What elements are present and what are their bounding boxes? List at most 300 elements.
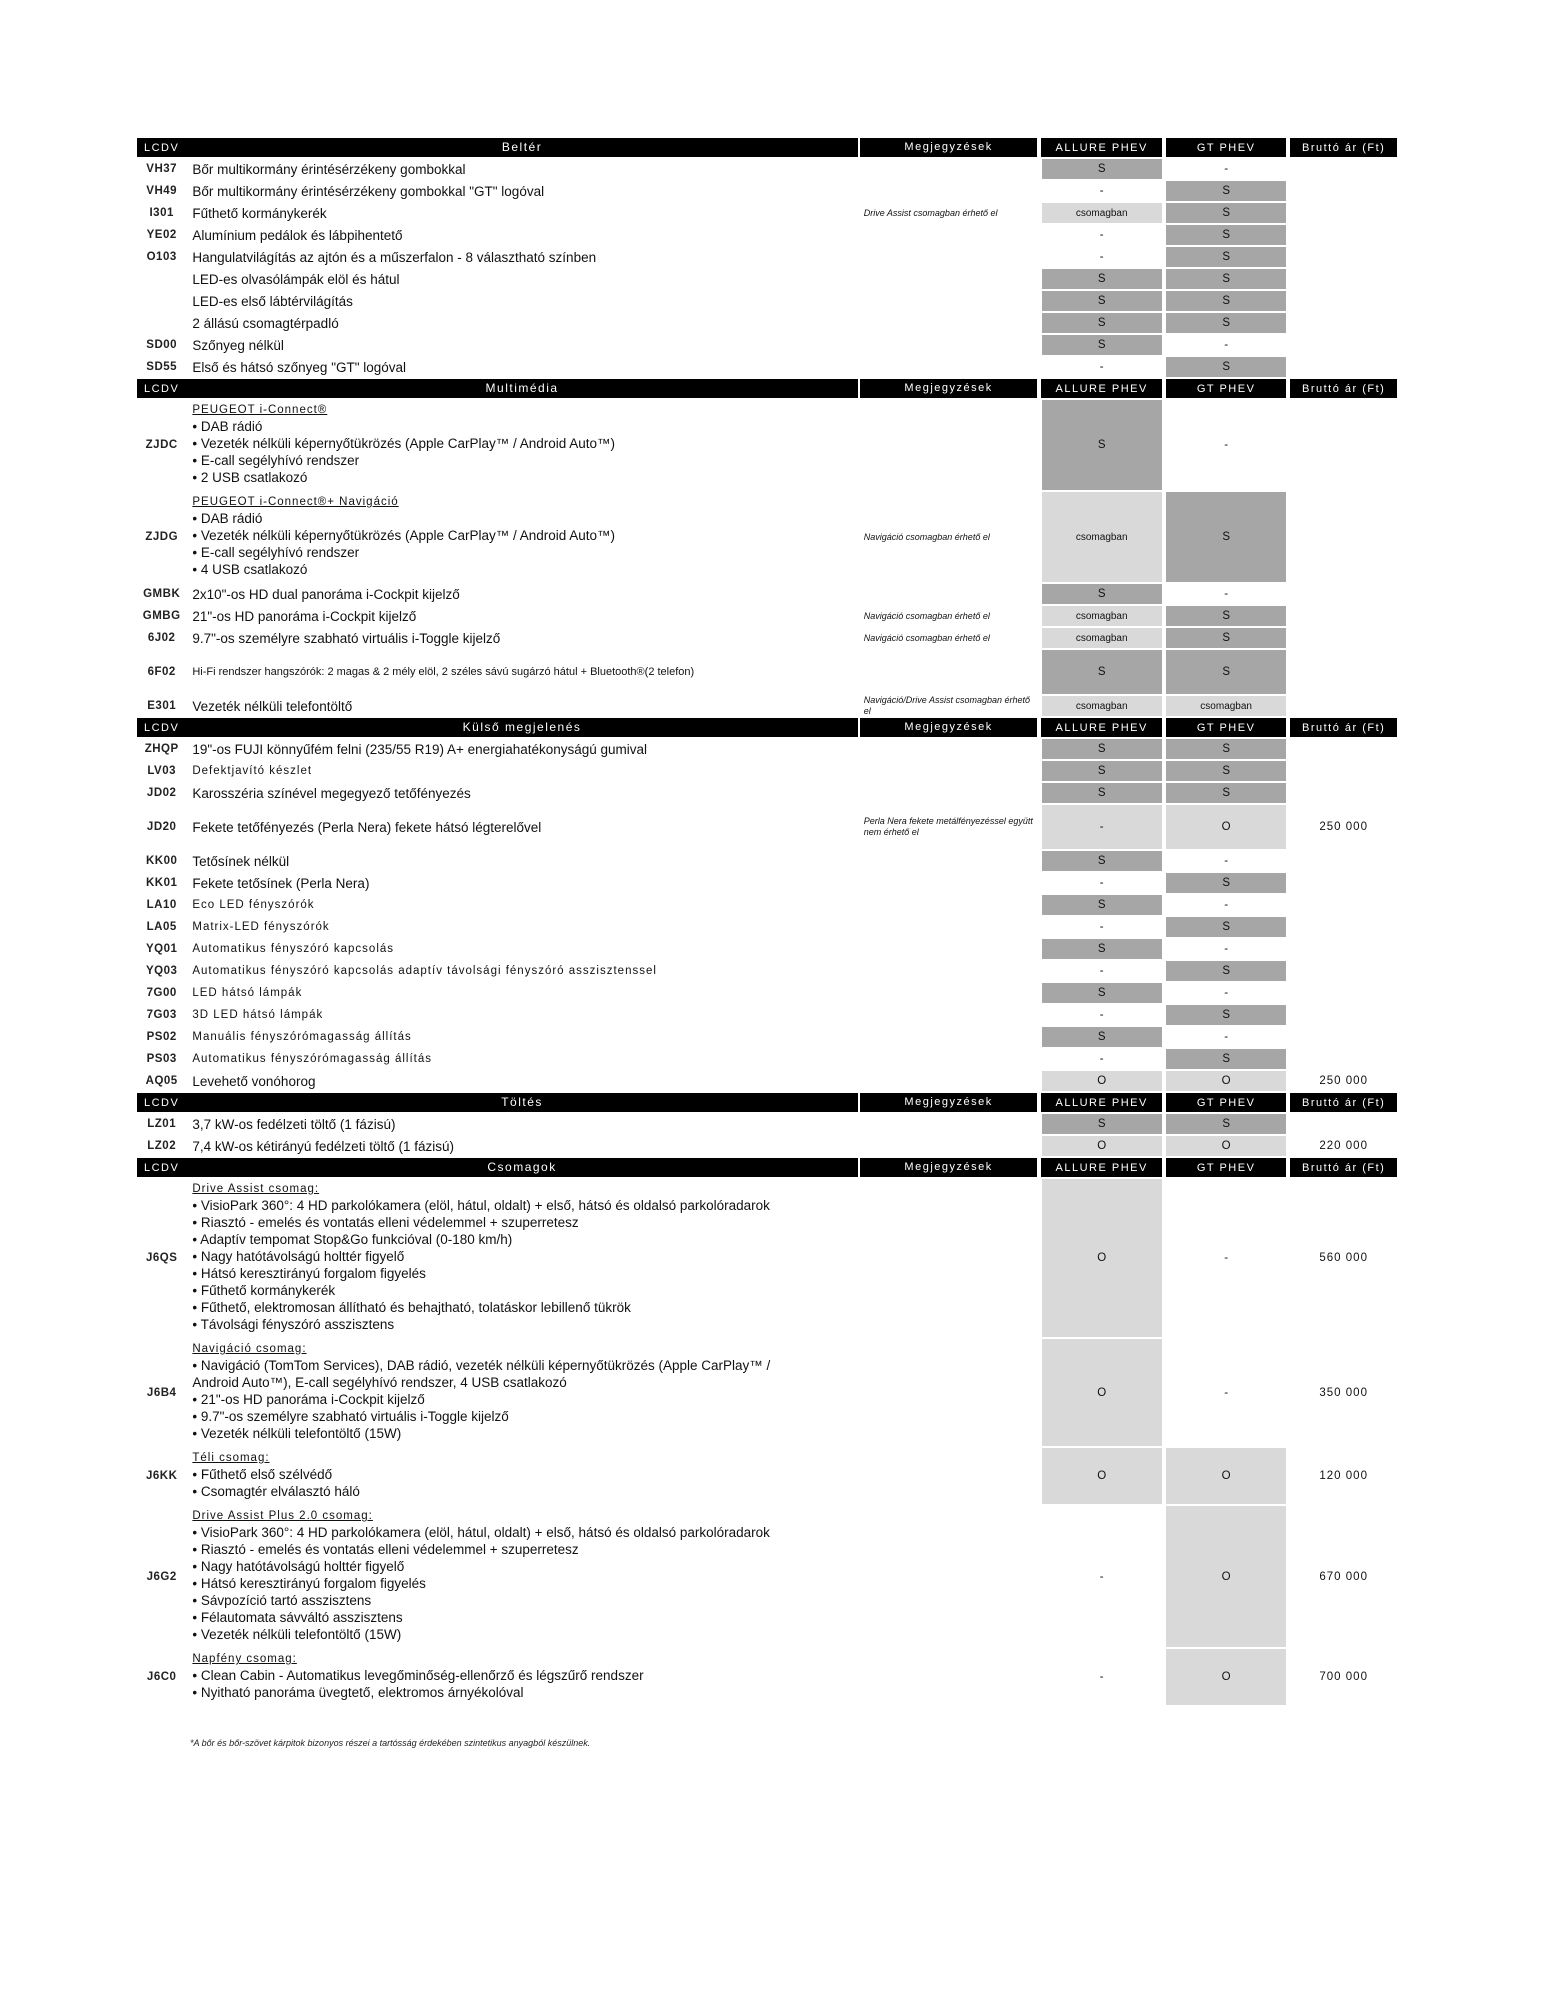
header-gt: GT PHEV: [1166, 1158, 1286, 1177]
feature-note: [860, 269, 1038, 289]
header-price: Bruttó ár (Ft): [1290, 1093, 1397, 1112]
allure-value: S: [1042, 269, 1162, 289]
feature-description: Vezeték nélküli telefontöltő: [192, 698, 353, 714]
lcdv-code: [137, 313, 186, 333]
allure-value: csomagban: [1042, 203, 1162, 223]
package-item: • Vezeték nélküli telefontöltő (15W): [192, 1426, 402, 1441]
header-allure: ALLURE PHEV: [1041, 718, 1161, 737]
feature-note: [860, 357, 1038, 377]
lcdv-code: PS02: [146, 1031, 177, 1043]
feature-description: Manuális fényszórómagasság állítás: [192, 1030, 412, 1043]
package-item: • E-call segélyhívó rendszer: [192, 545, 360, 560]
table-row: [137, 203, 1397, 223]
price-value: 250 000: [1319, 821, 1368, 833]
feature-description: 7,4 kW-os kétirányú fedélzeti töltő (1 fázisú): [192, 1138, 454, 1154]
allure-value: -: [1099, 361, 1104, 373]
allure-value: O: [1042, 1179, 1162, 1337]
lcdv-code: YQ01: [145, 943, 178, 955]
table-row: [137, 917, 1397, 937]
package-item: • Navigáció (TomTom Services), DAB rádió, vezeték nélküli képernyőtükrözés (Apple CarPlay™ /: [192, 1358, 771, 1373]
package-item: • DAB rádió: [192, 511, 263, 526]
gt-value: S: [1166, 739, 1286, 759]
price-value: [1290, 291, 1397, 311]
feature-note: [860, 1049, 1038, 1069]
table-row: [137, 873, 1397, 893]
lcdv-code: J6G2: [146, 1570, 177, 1583]
package-item: • VisioPark 360°: 4 HD parkolókamera (elöl, hátul, oldalt) + első, hátsó és oldalsó parkolóradarok: [192, 1525, 770, 1540]
feature-description: 3D LED hátsó lámpák: [192, 1008, 324, 1021]
gt-value: S: [1166, 873, 1286, 893]
package-item: • VisioPark 360°: 4 HD parkolókamera (elöl, hátul, oldalt) + első, hátsó és oldalsó parkolóradarok: [192, 1198, 770, 1213]
package-title: Navigáció csomag:: [192, 1343, 307, 1355]
section-header: [137, 138, 1397, 157]
header-gt: GT PHEV: [1166, 379, 1286, 398]
package-item: • Vezeték nélküli képernyőtükrözés (Apple CarPlay™ / Android Auto™): [192, 528, 616, 543]
gt-value: -: [1224, 1386, 1229, 1399]
allure-value: csomagban: [1042, 492, 1162, 582]
footnote: *A bőr és bőr-szövet kárpitok bizonyos részei a tartósság érdekében szintetikus anyagból készülnek.: [190, 1738, 591, 1748]
price-value: [1290, 783, 1397, 803]
allure-value: csomagban: [1042, 606, 1162, 626]
allure-value: S: [1042, 895, 1162, 915]
gt-value: S: [1166, 1005, 1286, 1025]
package-description: [186, 1649, 857, 1705]
package-note: [860, 1339, 1038, 1446]
price-value: [1290, 247, 1397, 267]
allure-value: -: [1099, 921, 1104, 933]
lcdv-code: ZHQP: [144, 743, 179, 755]
feature-description: Fekete tetőfényezés (Perla Nera) fekete hátsó légterelővel: [192, 819, 542, 835]
price-value: [1290, 939, 1397, 959]
table-row: [137, 805, 1397, 849]
package-item: • 4 USB csatlakozó: [192, 562, 308, 577]
lcdv-code: 7G00: [146, 987, 177, 999]
feature-description: Matrix-LED fényszórók: [192, 920, 330, 933]
lcdv-code: 7G03: [146, 1009, 177, 1021]
package-title: Napfény csomag:: [192, 1653, 297, 1665]
lcdv-code: J6B4: [146, 1386, 177, 1399]
allure-value: -: [1099, 185, 1104, 197]
allure-value: S: [1042, 159, 1162, 179]
table-row: [137, 650, 1397, 694]
gt-value: O: [1166, 1071, 1286, 1091]
allure-value: S: [1042, 650, 1162, 694]
allure-value: S: [1042, 400, 1162, 490]
price-value: 350 000: [1319, 1386, 1368, 1399]
feature-note: Perla Nera fekete metálfényezéssel együtt nem érhető el: [863, 816, 1033, 837]
lcdv-code: SD00: [146, 339, 178, 351]
package-note: [860, 1506, 1038, 1647]
feature-note: [860, 1114, 1038, 1134]
price-value: [1290, 269, 1397, 289]
table-row: [137, 761, 1397, 781]
table-row: [137, 783, 1397, 803]
package-item: • Fűthető első szélvédő: [192, 1467, 333, 1482]
price-value: [1290, 203, 1397, 223]
package-item: • Clean Cabin - Automatikus levegőminőség-ellenőrző és légszűrő rendszer: [192, 1668, 644, 1683]
lcdv-code: LV03: [147, 765, 176, 777]
package-description: [186, 492, 857, 582]
package-note: Navigáció csomagban érhető el: [863, 531, 990, 542]
package-description: [186, 1506, 857, 1647]
price-value: [1290, 895, 1397, 915]
gt-value: -: [1224, 855, 1229, 867]
allure-value: -: [1099, 877, 1104, 889]
feature-note: [860, 181, 1038, 201]
feature-note: [860, 1005, 1038, 1025]
package-item: • Nyitható panoráma üvegtető, elektromos árnyékolóval: [192, 1685, 524, 1700]
gt-value: S: [1166, 1049, 1286, 1069]
price-value: [1290, 400, 1397, 490]
package-item: • Sávpozíció tartó asszisztens: [192, 1593, 372, 1608]
feature-note: [860, 939, 1038, 959]
lcdv-code: JD02: [146, 787, 177, 799]
feature-description: 19"-os FUJI könnyűfém felni (235/55 R19) A+ energiahatékonyságú gumival: [192, 741, 648, 757]
lcdv-code: LA05: [146, 921, 177, 933]
feature-note: [860, 917, 1038, 937]
package-item: • E-call segélyhívó rendszer: [192, 453, 360, 468]
header-price: Bruttó ár (Ft): [1290, 1158, 1397, 1177]
header-allure: ALLURE PHEV: [1041, 379, 1161, 398]
allure-value: S: [1042, 761, 1162, 781]
lcdv-code: GMBG: [142, 610, 181, 622]
header-notes: Megjegyzések: [860, 138, 1038, 157]
feature-description: 3,7 kW-os fedélzeti töltő (1 fázisú): [192, 1116, 396, 1132]
table-row: [137, 851, 1397, 871]
package-title: Téli csomag:: [192, 1452, 270, 1464]
lcdv-code: SD55: [146, 361, 178, 373]
header-notes: Megjegyzések: [860, 1158, 1038, 1177]
package-row: [137, 1179, 1397, 1337]
package-item: • 9.7"-os személyre szabható virtuális i-Toggle kijelző: [192, 1409, 509, 1424]
price-value: 560 000: [1319, 1252, 1368, 1264]
lcdv-code: 6J02: [147, 632, 176, 644]
lcdv-code: ZJDG: [145, 531, 179, 543]
feature-note: [860, 225, 1038, 245]
package-note: [860, 1649, 1038, 1705]
lcdv-code: JD20: [146, 821, 177, 833]
price-value: [1290, 873, 1397, 893]
allure-value: -: [1099, 1671, 1104, 1683]
feature-note: Navigáció/Drive Assist csomagban érhető el: [863, 696, 1030, 716]
section-header: [137, 718, 1397, 737]
header-code: LCDV: [137, 138, 186, 157]
feature-note: [860, 291, 1038, 311]
feature-description: Szőnyeg nélkül: [192, 337, 284, 353]
feature-note: [860, 1136, 1038, 1156]
allure-value: S: [1042, 584, 1162, 604]
lcdv-code: YE02: [146, 229, 177, 241]
feature-description: Levehető vonóhorog: [192, 1073, 316, 1089]
allure-value: S: [1042, 291, 1162, 311]
feature-description: Eco LED fényszórók: [192, 898, 315, 911]
package-item: • Hátsó keresztirányú forgalom figyelés: [192, 1576, 426, 1591]
table-row: [137, 606, 1397, 626]
lcdv-code: J6QS: [145, 1252, 178, 1264]
header-code: LCDV: [137, 379, 186, 398]
feature-description: Bőr multikormány érintésérzékeny gombokkal: [192, 161, 466, 177]
table-row: [137, 1071, 1397, 1091]
table-row: [137, 1027, 1397, 1047]
header-gt: GT PHEV: [1166, 718, 1286, 737]
gt-value: S: [1166, 761, 1286, 781]
table-row: [137, 584, 1397, 604]
header-gt: GT PHEV: [1166, 138, 1286, 157]
gt-value: -: [1224, 1031, 1229, 1043]
feature-description: Tetősínek nélkül: [192, 853, 290, 869]
price-value: 120 000: [1319, 1470, 1368, 1482]
price-value: [1290, 181, 1397, 201]
feature-note: [860, 1027, 1038, 1047]
header-allure: ALLURE PHEV: [1041, 1158, 1161, 1177]
gt-value: O: [1166, 1506, 1286, 1647]
package-title: PEUGEOT i-Connect®: [192, 404, 328, 416]
allure-value: S: [1042, 783, 1162, 803]
package-title: Drive Assist csomag:: [192, 1183, 320, 1195]
package-item: Android Auto™), E-call segélyhívó rendszer, 4 USB csatlakozó: [192, 1375, 567, 1390]
lcdv-code: AQ05: [145, 1075, 178, 1087]
allure-value: S: [1042, 983, 1162, 1003]
lcdv-code: [137, 269, 186, 289]
lcdv-code: J6KK: [145, 1470, 178, 1482]
allure-value: O: [1042, 1136, 1162, 1156]
table-row: [137, 983, 1397, 1003]
gt-value: S: [1166, 357, 1286, 377]
lcdv-code: LZ02: [147, 1140, 177, 1152]
feature-description: 9.7"-os személyre szabható virtuális i-Toggle kijelző: [192, 630, 501, 646]
feature-description: Bőr multikormány érintésérzékeny gombokkal "GT" logóval: [192, 183, 545, 199]
gt-value: S: [1166, 203, 1286, 223]
header-notes: Megjegyzések: [860, 379, 1038, 398]
header-allure: ALLURE PHEV: [1041, 138, 1161, 157]
package-row: [137, 400, 1397, 490]
price-value: [1290, 492, 1397, 582]
table-row: [137, 291, 1397, 311]
allure-value: -: [1099, 229, 1104, 241]
feature-note: [860, 247, 1038, 267]
price-value: [1290, 628, 1397, 648]
table-row: [137, 739, 1397, 759]
section-title: Csomagok: [186, 1158, 857, 1177]
package-item: • Vezeték nélküli telefontöltő (15W): [192, 1627, 402, 1642]
feature-note: [860, 983, 1038, 1003]
price-value: [1290, 851, 1397, 871]
package-note: [860, 1448, 1038, 1504]
allure-value: S: [1042, 939, 1162, 959]
gt-value: -: [1224, 588, 1229, 600]
feature-note: [860, 335, 1038, 355]
allure-value: O: [1042, 1448, 1162, 1504]
price-value: [1290, 1114, 1397, 1134]
lcdv-code: PS03: [146, 1053, 177, 1065]
feature-description: Alumínium pedálok és lábpihentető: [192, 227, 403, 243]
price-value: [1290, 761, 1397, 781]
package-item: • Fűthető, elektromosan állítható és behajtható, tolatáskor lebillenő tükrök: [192, 1300, 631, 1315]
lcdv-code: YQ03: [145, 965, 178, 977]
header-price: Bruttó ár (Ft): [1290, 718, 1397, 737]
gt-value: S: [1166, 247, 1286, 267]
gt-value: O: [1166, 1136, 1286, 1156]
lcdv-code: O103: [146, 251, 177, 263]
package-note: [860, 1179, 1038, 1337]
price-value: 670 000: [1319, 1570, 1368, 1583]
gt-value: O: [1166, 1649, 1286, 1705]
lcdv-code: 6F02: [147, 666, 176, 678]
price-list-table: [137, 138, 1397, 1707]
package-item: • DAB rádió: [192, 419, 263, 434]
gt-value: S: [1166, 492, 1286, 582]
price-value: [1290, 159, 1397, 179]
feature-description: Hangulatvilágítás az ajtón és a műszerfalon - 8 választható színben: [192, 249, 597, 265]
header-price: Bruttó ár (Ft): [1290, 138, 1397, 157]
feature-description: LED-es első lábtérvilágítás: [192, 293, 353, 309]
table-row: [137, 159, 1397, 179]
gt-value: -: [1224, 163, 1229, 175]
feature-description: LED-es olvasólámpák elöl és hátul: [192, 271, 400, 287]
package-item: • Csomagtér elválasztó háló: [192, 1484, 360, 1499]
feature-description: Automatikus fényszóró kapcsolás: [192, 942, 395, 955]
gt-value: S: [1166, 225, 1286, 245]
allure-value: csomagban: [1042, 696, 1162, 716]
price-value: [1290, 313, 1397, 333]
price-value: [1290, 696, 1397, 716]
price-value: [1290, 739, 1397, 759]
feature-note: Drive Assist csomagban érhető el: [863, 207, 998, 218]
package-description: [186, 1179, 857, 1337]
allure-value: S: [1042, 313, 1162, 333]
feature-note: [860, 739, 1038, 759]
package-row: [137, 492, 1397, 582]
header-notes: Megjegyzések: [860, 1093, 1038, 1112]
table-row: [137, 357, 1397, 377]
package-item: • 2 USB csatlakozó: [192, 470, 308, 485]
feature-description: Automatikus fényszóró kapcsolás adaptív távolsági fényszóró asszisztenssel: [192, 964, 657, 977]
allure-value: -: [1099, 1053, 1104, 1065]
table-row: [137, 335, 1397, 355]
table-row: [137, 1114, 1397, 1134]
price-value: [1290, 983, 1397, 1003]
package-note: [860, 400, 1038, 490]
gt-value: S: [1166, 1114, 1286, 1134]
gt-value: S: [1166, 606, 1286, 626]
package-item: • Riasztó - emelés és vontatás elleni védelemmel + szuperretesz: [192, 1542, 579, 1557]
table-row: [137, 1049, 1397, 1069]
header-code: LCDV: [137, 1093, 186, 1112]
feature-description: Defektjavító készlet: [192, 764, 313, 777]
price-value: [1290, 650, 1397, 694]
section-title: Külső megjelenés: [186, 718, 857, 737]
allure-value: S: [1042, 335, 1162, 355]
feature-note: [860, 895, 1038, 915]
table-row: [137, 939, 1397, 959]
feature-description: Hi-Fi rendszer hangszórók: 2 magas & 2 mély elöl, 2 széles sávú sugárzó hátul + Bluetooth®(2 telefon): [192, 665, 695, 678]
feature-description: 2 állású csomagtérpadló: [192, 315, 339, 331]
gt-value: -: [1224, 987, 1229, 999]
table-row: [137, 313, 1397, 333]
price-value: [1290, 1005, 1397, 1025]
price-value: 250 000: [1319, 1075, 1368, 1087]
gt-value: S: [1166, 269, 1286, 289]
gt-value: S: [1166, 313, 1286, 333]
package-description: [186, 1339, 857, 1446]
table-row: [137, 961, 1397, 981]
lcdv-code: VH37: [146, 163, 178, 175]
table-row: [137, 1136, 1397, 1156]
gt-value: O: [1166, 1448, 1286, 1504]
feature-note: [860, 584, 1038, 604]
feature-note: [860, 159, 1038, 179]
lcdv-code: KK00: [145, 855, 178, 867]
table-row: [137, 628, 1397, 648]
gt-value: csomagban: [1166, 696, 1286, 716]
feature-note: [860, 313, 1038, 333]
section-title: Beltér: [186, 138, 857, 157]
lcdv-code: [137, 291, 186, 311]
table-row: [137, 696, 1397, 716]
price-value: [1290, 335, 1397, 355]
feature-description: 2x10"-os HD dual panoráma i-Cockpit kijelző: [192, 586, 460, 602]
gt-value: -: [1224, 899, 1229, 911]
lcdv-code: KK01: [145, 877, 178, 889]
package-item: • Nagy hatótávolságú holttér figyelő: [192, 1249, 405, 1264]
gt-value: S: [1166, 291, 1286, 311]
package-row: [137, 1448, 1397, 1504]
package-item: • Távolsági fényszóró asszisztens: [192, 1317, 395, 1332]
package-description: [186, 1448, 857, 1504]
feature-description: Karosszéria színével megegyező tetőfényezés: [192, 785, 471, 801]
package-item: • Hátsó keresztirányú forgalom figyelés: [192, 1266, 426, 1281]
lcdv-code: VH49: [146, 185, 178, 197]
gt-value: -: [1224, 943, 1229, 955]
gt-value: S: [1166, 961, 1286, 981]
allure-value: S: [1042, 739, 1162, 759]
package-title: PEUGEOT i-Connect®+ Navigáció: [192, 496, 399, 508]
lcdv-code: LA10: [146, 899, 177, 911]
price-value: [1290, 357, 1397, 377]
allure-value: S: [1042, 1027, 1162, 1047]
table-row: [137, 225, 1397, 245]
package-item: • Nagy hatótávolságú holttér figyelő: [192, 1559, 405, 1574]
feature-description: Első és hátsó szőnyeg "GT" logóval: [192, 359, 407, 375]
lcdv-code: E301: [147, 700, 177, 712]
allure-value: -: [1099, 1009, 1104, 1021]
package-row: [137, 1649, 1397, 1705]
table-row: [137, 895, 1397, 915]
gt-value: -: [1224, 439, 1229, 451]
package-item: • Riasztó - emelés és vontatás elleni védelemmel + szuperretesz: [192, 1215, 579, 1230]
table-row: [137, 269, 1397, 289]
allure-value: -: [1099, 1570, 1104, 1583]
section-header: [137, 1158, 1397, 1177]
lcdv-code: GMBK: [143, 588, 181, 600]
feature-note: [860, 1071, 1038, 1091]
gt-value: S: [1166, 628, 1286, 648]
feature-description: Automatikus fényszórómagasság állítás: [192, 1052, 432, 1065]
package-title: Drive Assist Plus 2.0 csomag:: [192, 1510, 373, 1522]
feature-description: LED hátsó lámpák: [192, 986, 303, 999]
price-value: 220 000: [1319, 1140, 1368, 1152]
header-price: Bruttó ár (Ft): [1290, 379, 1397, 398]
gt-value: S: [1166, 650, 1286, 694]
feature-description: 21"-os HD panoráma i-Cockpit kijelző: [192, 608, 417, 624]
feature-note: [860, 650, 1038, 694]
allure-value: O: [1042, 1339, 1162, 1446]
package-item: • Adaptív tempomat Stop&Go funkcióval (0-180 km/h): [192, 1232, 513, 1247]
header-allure: ALLURE PHEV: [1041, 1093, 1161, 1112]
allure-value: -: [1042, 805, 1162, 849]
allure-value: S: [1042, 851, 1162, 871]
package-row: [137, 1506, 1397, 1647]
